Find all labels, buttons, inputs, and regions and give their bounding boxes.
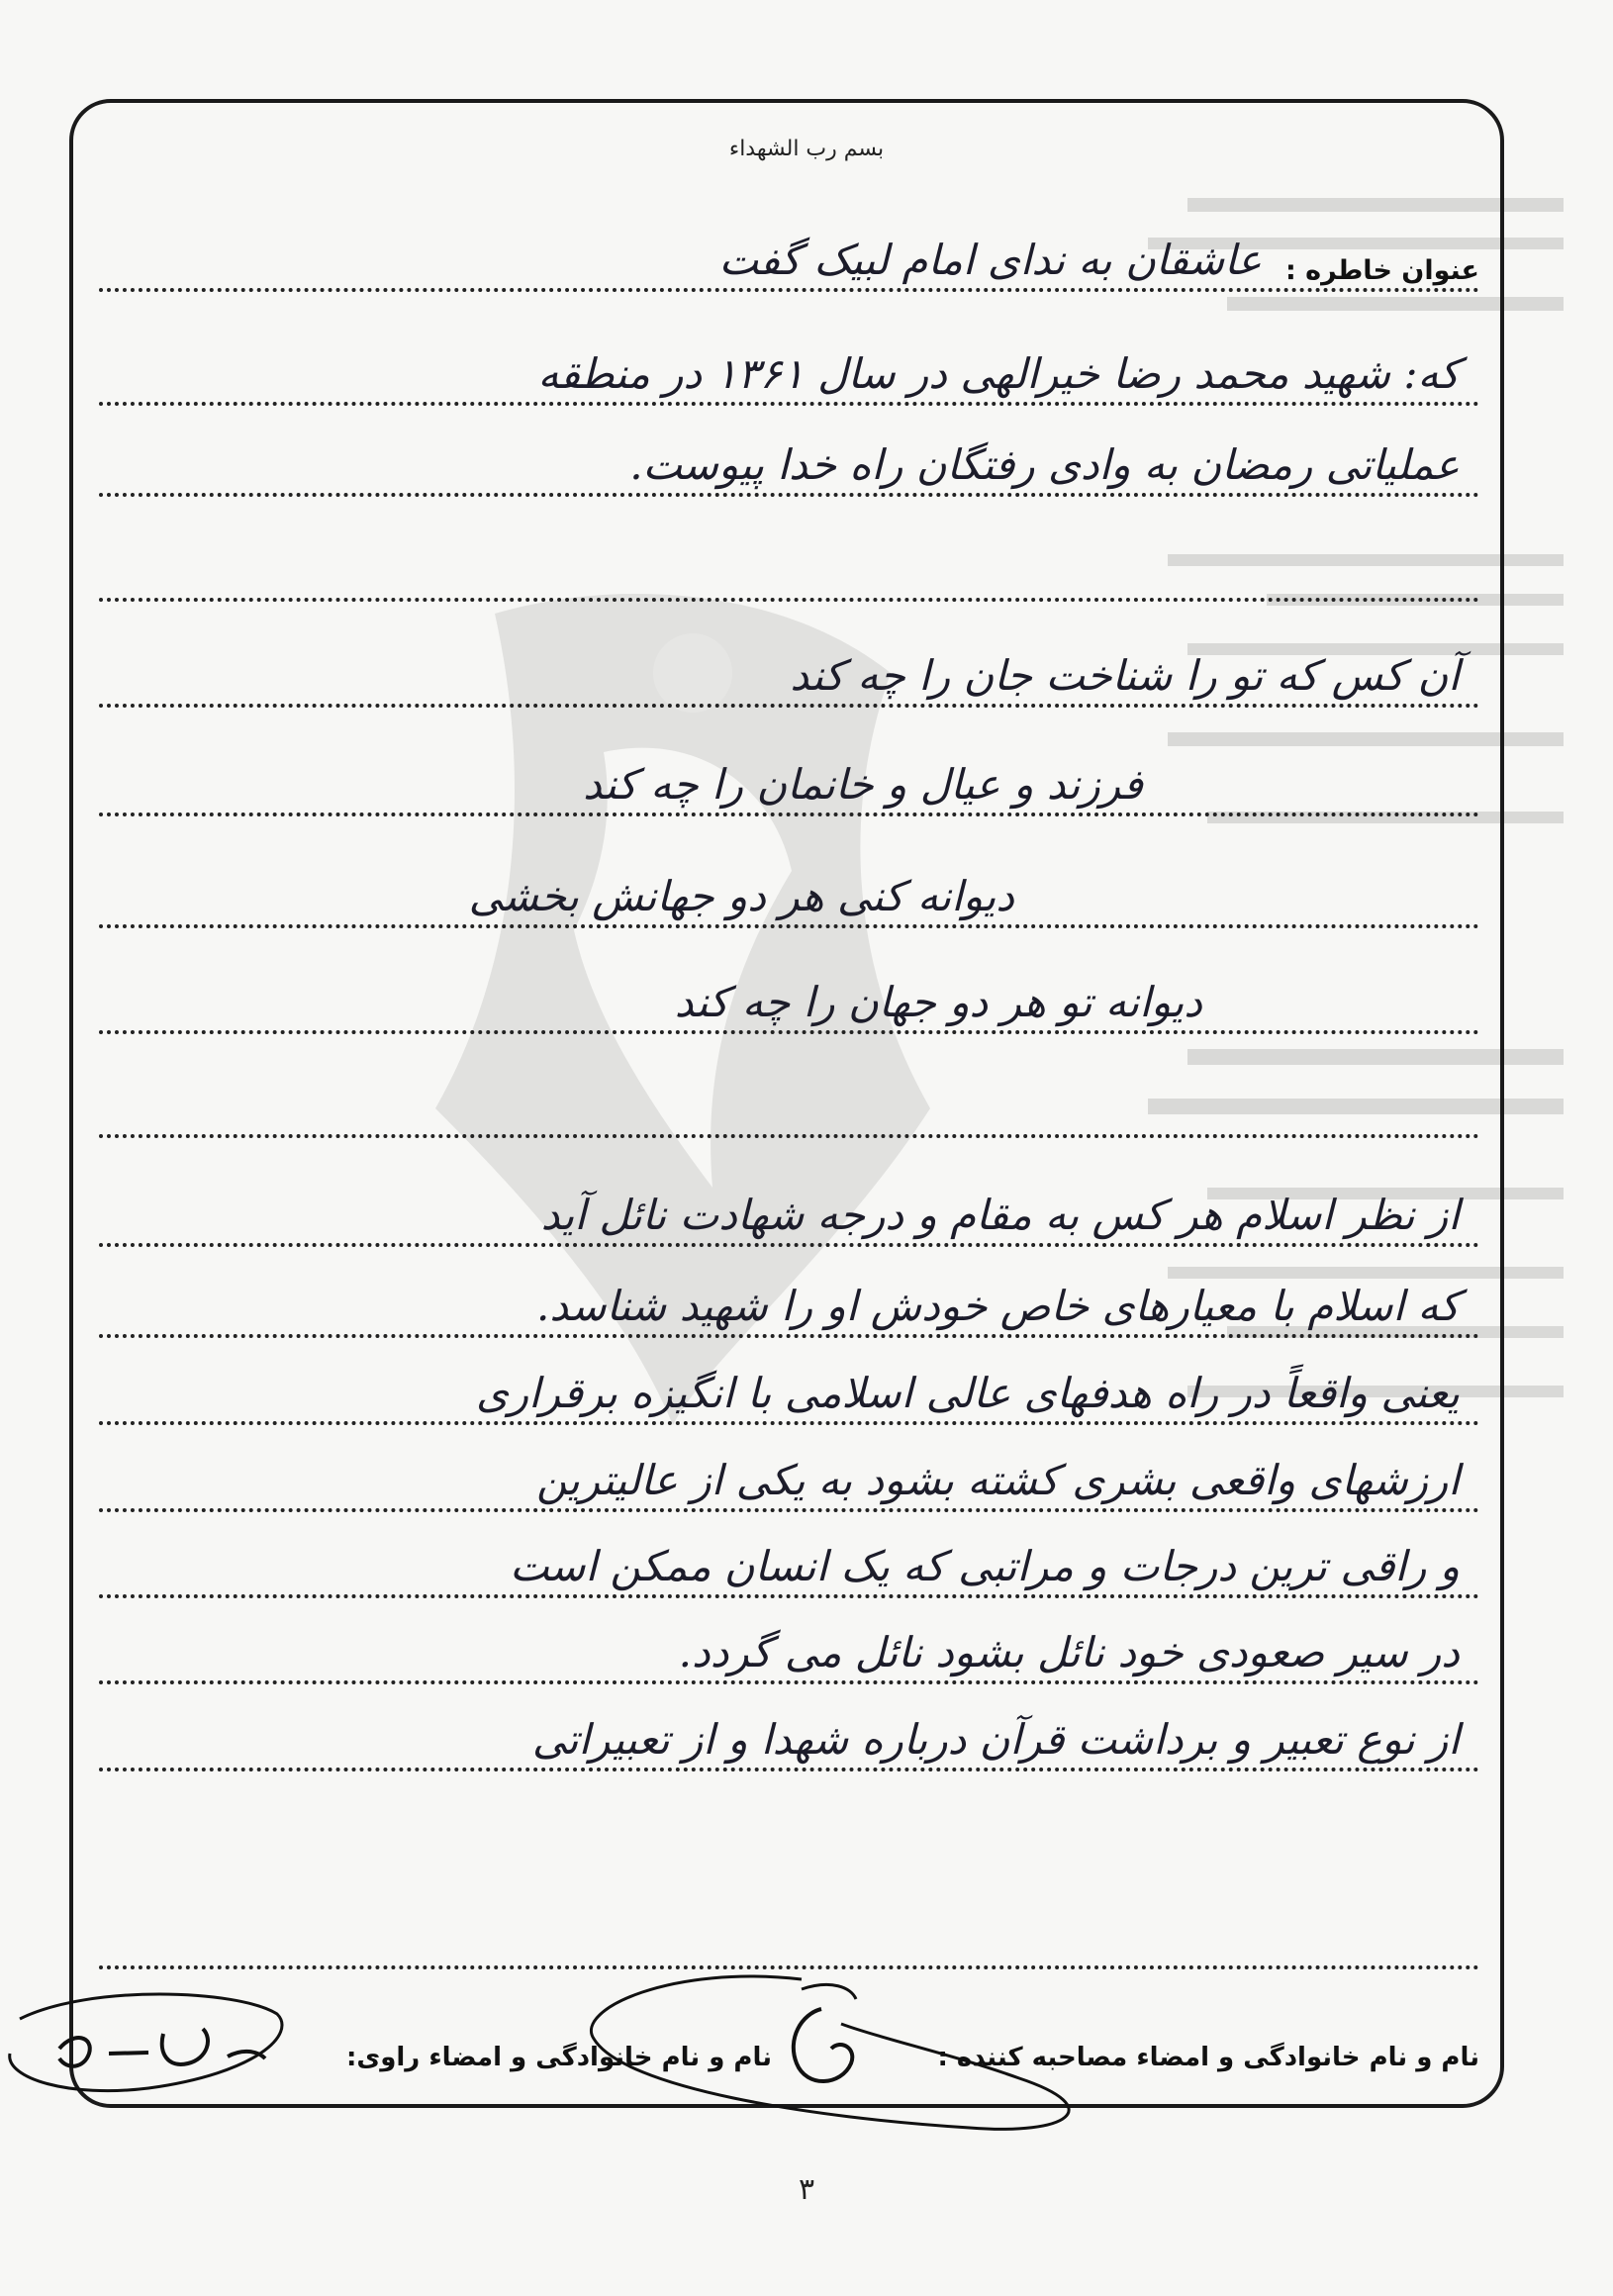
handwritten-text: و راقی ترین درجات و مراتبی که یک انسان ممکن است (510, 1542, 1460, 1590)
body-line (99, 1682, 1479, 1771)
handwritten-text: آن کس که تو را شناخت جان را چه کند (790, 651, 1460, 700)
handwritten-text: از نوع تعبیر و برداشت قرآن درباره شهدا و از تعبیراتی (531, 1715, 1460, 1764)
handwritten-text: که اسلام با معیارهای خاص خودش او را شهید شناسد. (535, 1282, 1460, 1330)
body-line (99, 1049, 1479, 1138)
body-line (99, 1336, 1479, 1425)
body-line (99, 839, 1479, 928)
handwritten-text: دیوانه تو هر دو جهان را چه کند (674, 978, 1202, 1026)
body-line (99, 727, 1479, 816)
narrator-label: نام و نام خانوادگی و امضاء راوی: (346, 2043, 772, 2072)
handwritten-text: ارزشهای واقعی بشری کشته بشود به یکی از عالیترین (536, 1456, 1460, 1504)
body-line (99, 1158, 1479, 1247)
handwritten-text: عملیاتی رمضان به وادی رفتگان راه خدا پیوست. (629, 440, 1460, 489)
dotted-line (99, 288, 1479, 292)
handwritten-text: دیوانه کنی هر دو جهانش بخشی (468, 872, 1014, 920)
handwritten-text: در سیر صعودی خود نائل بشود نائل می گردد. (678, 1628, 1460, 1676)
body-line (99, 1595, 1479, 1684)
page-number: ۳ (798, 2172, 815, 2207)
body-line (99, 1249, 1479, 1338)
interviewer-signature (554, 1969, 1108, 2138)
body-line (99, 945, 1479, 1034)
body-line (99, 317, 1479, 406)
handwritten-text: که: شهید محمد رضا خیرالهی در سال ۱۳۶۱ در منطقه (537, 349, 1460, 398)
body-line (99, 1423, 1479, 1512)
handwritten-text: از نظر اسلام هر کس به مقام و درجه شهادت نائل آید (540, 1191, 1460, 1239)
handwritten-text: یعنی واقعاً در راه هدفهای عالی اسلامی با انگیزه برقراری (475, 1369, 1460, 1417)
handwritten-text: فرزند و عیال و خانمان را چه کند (583, 760, 1143, 809)
body-line (99, 408, 1479, 497)
body-line (99, 619, 1479, 708)
body-line (99, 1509, 1479, 1598)
title-value: عاشقان به ندای امام لبیک گفت (718, 236, 1262, 284)
body-line (99, 1880, 1479, 1969)
title-label: عنوان خاطره : (1284, 255, 1479, 286)
title-row (99, 203, 1479, 292)
bismillah-header: بسم رب الشهداء (728, 137, 885, 161)
body-line (99, 513, 1479, 602)
narrator-signature (0, 1979, 297, 2108)
interviewer-label: نام و نام خانوادگی و امضاء مصاحبه کننده : (937, 2043, 1479, 2072)
